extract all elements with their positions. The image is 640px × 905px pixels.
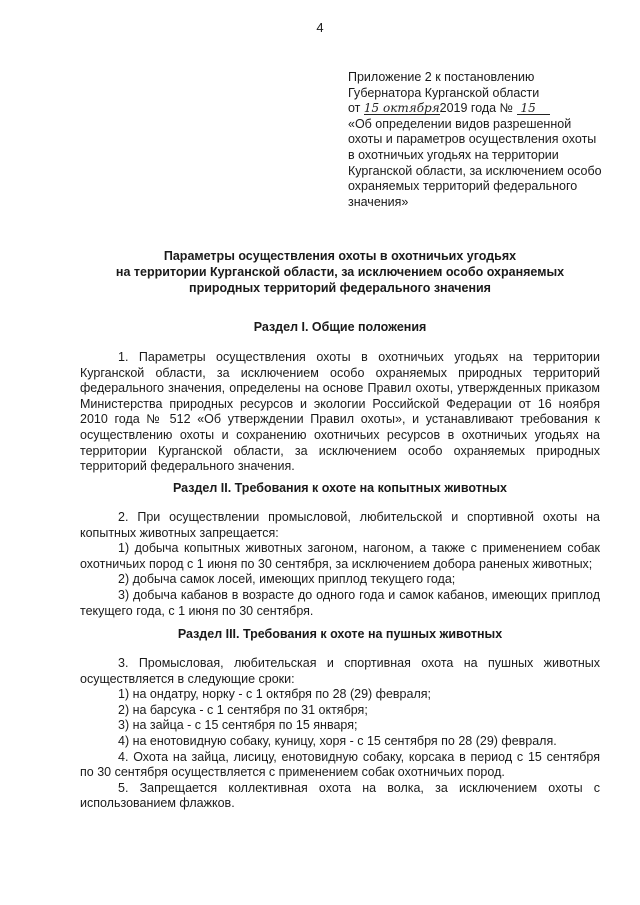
para-line: 1. Параметры осуществления охоты в охотничьих угодьях на территории [118,350,600,364]
season-item: 4) на енотовидную собаку, куницу, хоря - с 15 сентября по 28 (29) февраля. [118,733,557,748]
season-item: 3) на зайца - с 15 сентября по 15 января; [118,718,358,733]
section-2-heading: Раздел II. Требования к охоте на копытных животных [172,481,508,495]
date-prefix: от [348,101,361,116]
season-item: 1) на ондатру, норку - с 1 октября по 28 (29) февраля; [118,687,432,702]
para-line: территории Курганской области, за исключением особо охраняемых природных [80,443,600,458]
annex-subject-line: в охотничьих угодьях на территории [348,147,559,162]
list-item-line: 2) добыча самок лосей, имеющих приплод текущего года; [118,572,456,587]
para-line: осуществлению охоты и сохранению охотничьих ресурсов в охотничьих угодьях на [80,427,600,442]
annex-subject-line: Курганской области, за исключением особо [348,163,602,178]
annex-line: Приложение 2 к постановлению [348,70,535,84]
annex-date-line [348,101,618,117]
para-line: Министерства природных ресурсов и экологии Российской Федерации от 16 ноября [80,396,600,411]
paragraph-2 [80,510,600,619]
para-line: 5. Запрещается коллективная охота на волка, за исключением охоты с [118,780,600,795]
paragraph-1 [80,350,600,475]
page-number: 4 [316,20,324,35]
para-line: федерального значения, определены на основе Правил охоты, утвержденных приказом [80,381,600,396]
paragraph-3 [80,656,600,812]
handwritten-number: 15 [517,103,550,115]
section-1-heading: Раздел I. Общие положения [253,320,427,334]
para-line: 2010 года № 512 «Об утверждении Правил охоты», и устанавливают требования к [80,412,600,427]
title-line: Параметры осуществления охоты в охотничьих угодьях [163,249,517,263]
title-line: природных территорий федерального значения [189,281,491,295]
para-line: 2. При осуществлении промысловой, любительской и спортивной охоты на [118,510,600,524]
annex-subject-line: «Об определении видов разрешенной [348,116,572,131]
list-item-line: 3) добыча кабанов в возрасте до одного года и самок кабанов, имеющих приплод [118,587,600,602]
annex-subject-line: охраняемых территорий федерального [348,179,578,194]
title-line: на территории Курганской области, за исключением особо охраняемых [115,265,565,279]
section-3-heading: Раздел III. Требования к охоте на пушных животных [177,627,503,641]
date-year: 2019 года № [439,101,514,116]
para-line: 4. Охота на зайца, лисицу, енотовидную собаку, корсака в период с 15 сентября [118,749,600,764]
para-line: копытных животных запрещается: [80,525,279,540]
annex-subject-line: охоты и параметров осуществления охоты [348,132,597,147]
para-line: территорий федерального значения. [80,459,295,474]
para-line: по 30 сентября осуществляется с применением собак охотничьих пород. [80,765,505,780]
annex-line: Губернатора Курганской области [348,85,540,100]
list-item-line: охотничьих пород с 1 июня по 30 сентября, за исключением добора раненых животных; [80,556,593,571]
para-line: 3. Промысловая, любительская и спортивная охота на пушных животных [118,656,600,670]
handwritten-date: 15 октября [363,101,440,116]
season-item: 2) на барсука - с 1 сентября по 31 октября; [118,702,368,717]
document-title [60,248,620,296]
list-item-line: текущего года, с 1 июня по 30 сентября. [80,603,314,618]
para-line: Курганской области, за исключением особо охраняемых природных территорий [80,365,600,380]
annex-subject-line: значения» [348,194,409,209]
list-item-line: 1) добыча копытных животных загоном, нагоном, а также с применением собак [118,541,600,556]
para-line: осуществляется в следующие сроки: [80,671,295,686]
para-line: использованием флажков. [80,796,235,811]
annex-block [348,70,618,210]
